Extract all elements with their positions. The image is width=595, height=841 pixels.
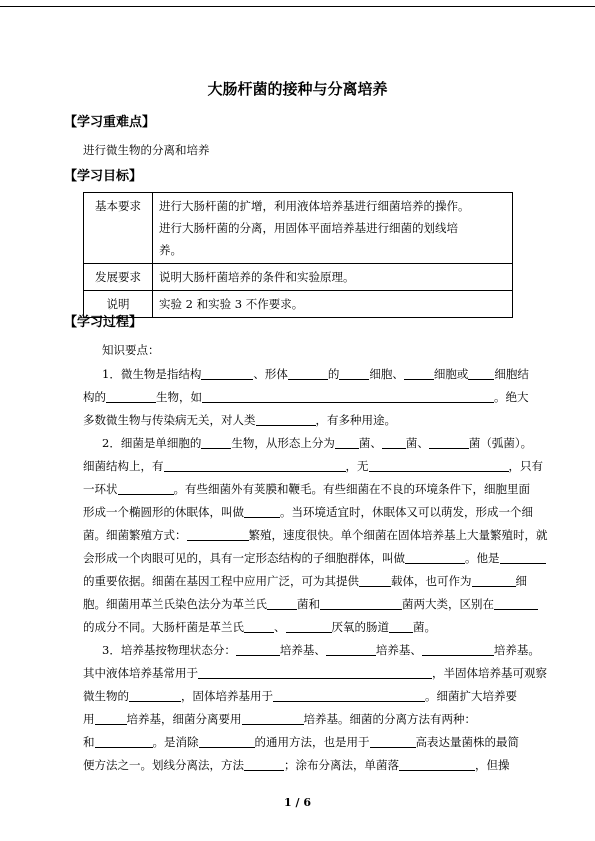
text-segment: 载体，也可作为: [391, 574, 472, 588]
goals-value: [153, 193, 513, 264]
text-segment: ，半固体培养基可观察: [432, 666, 547, 680]
fill-in-blank: [399, 758, 475, 771]
fill-in-blank: [198, 666, 432, 679]
fill-in-blank: [256, 413, 316, 426]
fill-in-blank: [129, 689, 181, 702]
text-segment: 菌、: [405, 436, 429, 450]
text-segment: 其中液体培养基常用于: [83, 666, 198, 680]
text-segment: 细: [515, 574, 527, 588]
text-segment: 和: [83, 735, 95, 749]
text-segment: 培养基。: [493, 643, 540, 657]
goals-table: [83, 192, 513, 318]
text-segment: 的: [327, 367, 340, 381]
text-segment: 高表达量菌株的最简: [415, 735, 519, 749]
text-segment: 用: [83, 712, 95, 726]
text-segment: 菌两大类，区别在: [402, 597, 494, 611]
goals-value: [153, 291, 513, 318]
text-line: [83, 412, 396, 428]
fill-in-blank: [472, 574, 516, 587]
text-segment: 细菌结构上，有: [83, 459, 164, 473]
fill-in-blank: [244, 505, 280, 518]
text-segment: 菌、: [358, 436, 382, 450]
fill-in-blank: [95, 735, 153, 748]
goals-value: [153, 264, 513, 291]
text-segment: 菌（弧菌）。: [468, 436, 533, 450]
text-segment: 。是消除: [152, 735, 199, 749]
text-segment: ，无: [345, 459, 369, 473]
fill-in-blank: [201, 367, 253, 380]
text-line: [102, 366, 529, 382]
text-line: [83, 481, 530, 497]
fill-in-blank: [164, 459, 346, 472]
text-line: [83, 619, 436, 635]
text-segment: 生物，如: [156, 390, 202, 404]
text-segment: 微生物的: [83, 689, 129, 703]
text-segment: 多数微生物与传染病无关，对人类: [83, 413, 256, 427]
text-segment: 培养基、: [279, 643, 326, 657]
text-segment: 、: [274, 620, 286, 634]
page-title: 大肠杆菌的接种与分离培养: [207, 80, 388, 98]
fill-in-blank: [422, 643, 494, 656]
fill-in-blank: [326, 643, 376, 656]
fill-in-blank: [236, 643, 280, 656]
fill-in-blank: [369, 459, 509, 472]
goals-row-basic: [84, 193, 513, 264]
text-segment: 1．微生物是指结构: [102, 367, 202, 381]
text-segment: 的通用方法，也是用于: [254, 735, 370, 749]
fill-in-blank: [95, 712, 127, 725]
goals-line: 说明大肠杆菌培养的条件和实验原理。: [159, 270, 355, 284]
fill-in-blank: [273, 689, 425, 702]
fill-in-blank: [500, 551, 546, 564]
goals-line: 实验 2 和实验 3 不作要求。: [159, 297, 304, 311]
fill-in-blank: [382, 436, 406, 449]
text-line: [83, 688, 517, 704]
fill-in-blank: [286, 620, 332, 633]
text-line: [83, 757, 510, 773]
fill-in-blank: [288, 367, 328, 380]
text-segment: 菌和: [297, 597, 320, 611]
fill-in-blank: [244, 758, 284, 771]
text-segment: 的成分不同。大肠杆菌是革兰氏: [83, 620, 244, 634]
fill-in-blank: [267, 597, 297, 610]
text-segment: 培养基、: [375, 643, 422, 657]
goals-key: 说明: [84, 291, 153, 318]
text-line: [83, 504, 533, 520]
text-line: [83, 596, 538, 612]
fill-in-blank: [404, 367, 434, 380]
text-line: [83, 573, 527, 589]
fill-in-blank: [370, 735, 416, 748]
text-segment: 培养基，细菌分离要用: [126, 712, 242, 726]
text-segment: 形成一个椭圆形的休眠体，叫做: [83, 505, 244, 519]
text-segment: 2．细菌是单细胞的: [102, 436, 202, 450]
text-segment: 胞。细菌用革兰氏染色法分为革兰氏: [83, 597, 267, 611]
fill-in-blank: [339, 367, 369, 380]
fill-in-blank: [468, 367, 494, 380]
text-segment: 的重要依据。细菌在基因工程中应用广泛，可为其提供: [83, 574, 359, 588]
text-segment: 菌。细菌繁殖方式：: [83, 528, 187, 542]
fill-in-blank: [389, 620, 413, 633]
goals-row-advanced: [84, 264, 513, 291]
text-segment: 繁殖，速度很快。单个细菌在固体培养基上大量繁殖时，就: [248, 528, 548, 542]
goals-line: 进行大肠杆菌的扩增，利用液体培养基进行细菌培养的操作。: [159, 199, 470, 213]
fill-in-blank: [201, 436, 231, 449]
knowledge-points-label: 知识要点：: [102, 343, 160, 357]
text-line: [83, 734, 519, 750]
fill-in-blank: [187, 528, 249, 541]
text-segment: 一环状: [83, 482, 118, 496]
fill-in-blank: [118, 482, 174, 495]
text-segment: 、形体: [253, 367, 288, 381]
text-line: [83, 458, 543, 474]
text-segment: 培养基。细菌的分离方法有两种：: [303, 712, 476, 726]
text-segment: 。绝大: [494, 390, 529, 404]
text-segment: 厌氧的肠道: [331, 620, 389, 634]
text-line: [102, 435, 532, 451]
section-process-heading: 【学习过程】: [64, 315, 143, 330]
text-segment: 生物，从形态上分为: [231, 436, 335, 450]
fill-in-blank: [202, 390, 494, 403]
text-segment: 。有些细菌外有荚膜和鞭毛。有些细菌在不良的环境条件下，细胞里面: [173, 482, 530, 496]
fill-in-blank: [320, 597, 402, 610]
text-segment: ，固体培养基用于: [181, 689, 273, 703]
text-segment: 细胞、: [369, 367, 404, 381]
top-rule: [0, 6, 595, 7]
fill-in-blank: [244, 620, 274, 633]
text-line: [102, 642, 540, 658]
text-segment: 构的: [83, 390, 106, 404]
fill-in-blank: [242, 712, 304, 725]
text-segment: 会形成一个肉眼可见的，具有一定形态结构的子细胞群体，叫做: [83, 551, 405, 565]
text-line: [83, 550, 546, 566]
text-segment: 细胞结: [494, 367, 529, 381]
goals-key: 发展要求: [84, 264, 153, 291]
fill-in-blank: [494, 597, 538, 610]
page-number: 1 / 6: [284, 796, 311, 809]
goals-line: 养。: [159, 243, 182, 257]
difficulty-text: 进行微生物的分离和培养: [83, 143, 210, 157]
goals-line: 进行大肠杆菌的分离，用固体平面培养基进行细菌的划线培: [159, 221, 458, 235]
text-line: [83, 527, 548, 543]
fill-in-blank: [405, 551, 465, 564]
text-segment: 。他是: [465, 551, 500, 565]
section-difficulty-heading: 【学习重难点】: [64, 115, 156, 130]
text-line: [83, 711, 476, 727]
text-segment: ，只有: [508, 459, 543, 473]
text-segment: 便方法之一。划线分离法，方法: [83, 758, 244, 772]
section-goals-heading: 【学习目标】: [64, 169, 143, 184]
goals-row-note: [84, 291, 513, 318]
text-segment: 菌。: [413, 620, 436, 634]
fill-in-blank: [359, 574, 391, 587]
fill-in-blank: [429, 436, 469, 449]
text-line: [83, 665, 547, 681]
text-segment: 细胞或: [433, 367, 469, 381]
fill-in-blank: [335, 436, 359, 449]
text-segment: 3．培养基按物理状态分：: [102, 643, 236, 657]
text-segment: ，但操: [475, 758, 510, 772]
text-segment: 。细菌扩大培养要: [425, 689, 517, 703]
text-segment: ；涂布分离法，单菌落: [284, 758, 399, 772]
goals-key: 基本要求: [84, 193, 153, 264]
fill-in-blank: [106, 390, 156, 403]
text-line: [83, 389, 529, 405]
fill-in-blank: [199, 735, 255, 748]
text-segment: ，有多种用途。: [315, 413, 396, 427]
text-segment: 。当环境适宜时，休眠体又可以萌发，形成一个细: [280, 505, 533, 519]
